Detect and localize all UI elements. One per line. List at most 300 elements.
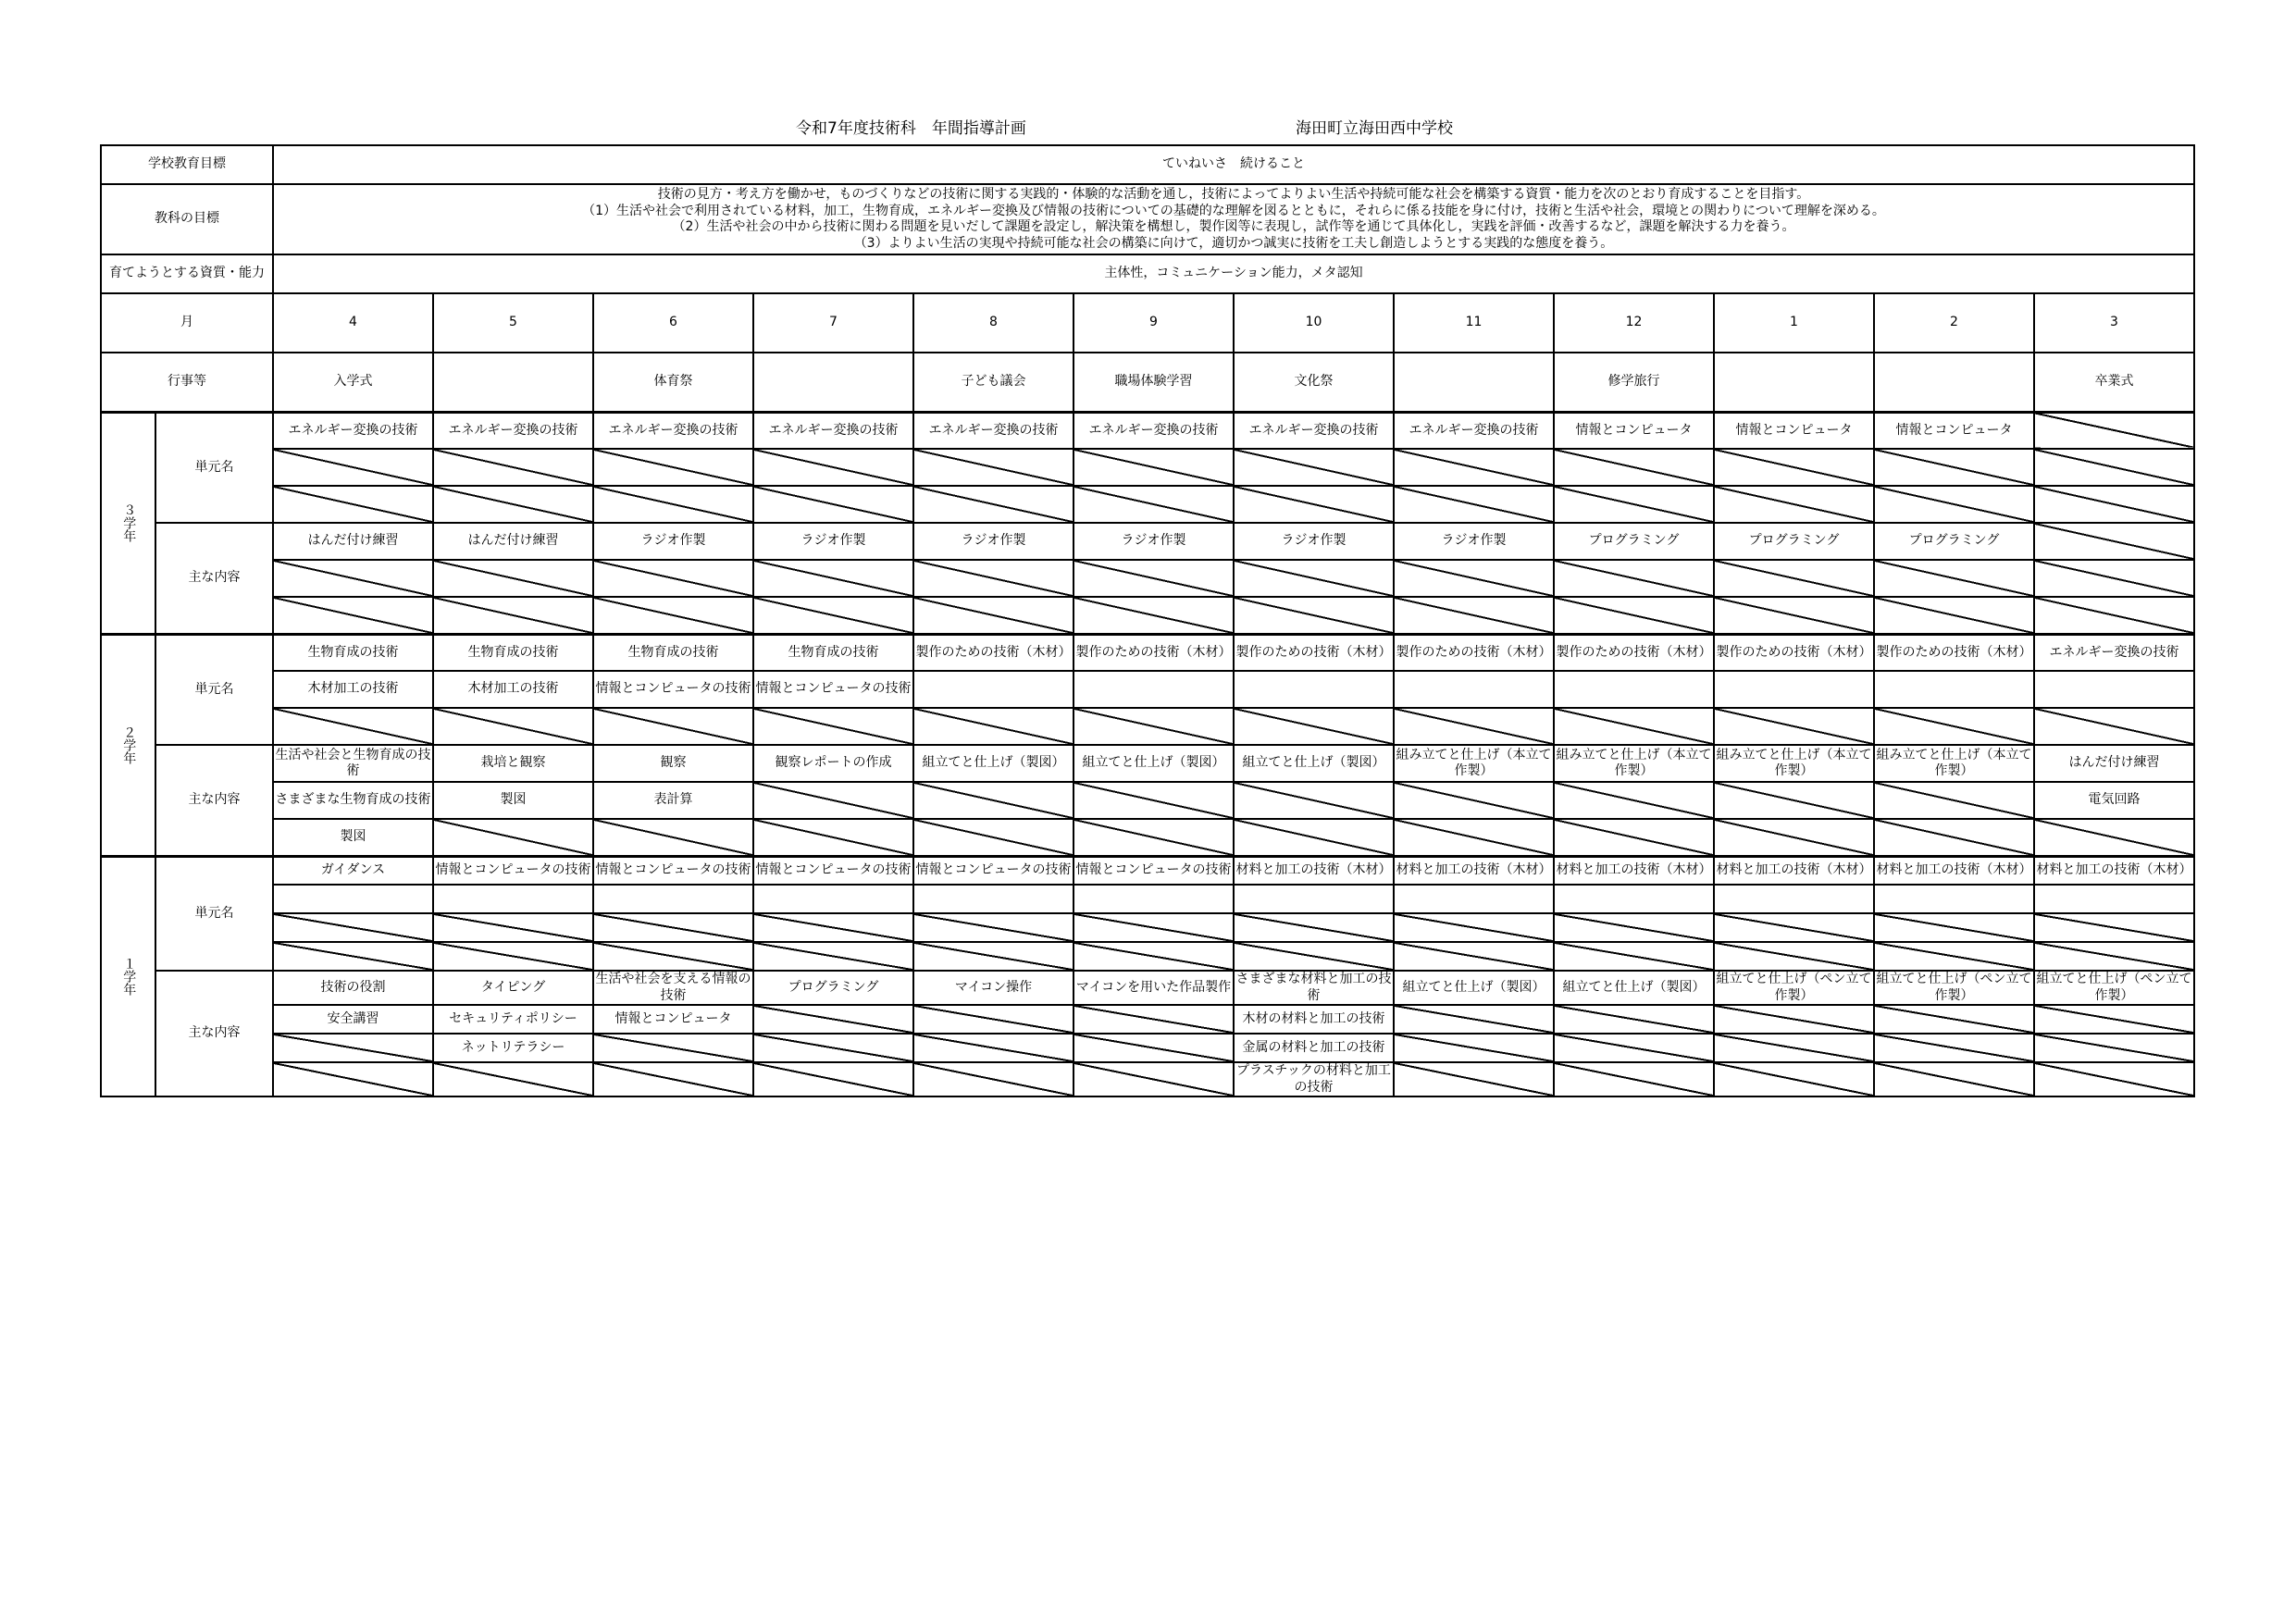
empty-slot-diagonal: [1394, 1034, 1554, 1062]
content-cell: [1394, 671, 1554, 708]
content-cell: 金属の材料と加工の技術: [1234, 1034, 1394, 1062]
empty-slot-diagonal: [273, 486, 433, 523]
content-cell: 組立てと仕上げ（製図）: [913, 745, 1074, 782]
subject-goal-line: 技術の見方・考え方を働かせ，ものづくりなどの技術に関する実践的・体験的な活動を通し，技術によってよりよい生活や持続可能な社会を構築する資質・能力を次のとおり育成することを目指す。: [657, 187, 1810, 202]
empty-slot-diagonal: [1234, 597, 1394, 634]
event-cell: [433, 353, 593, 412]
content-cell: 材料と加工の技術（木材）: [1234, 856, 1394, 885]
grade-label: ３学年: [101, 412, 155, 634]
document-title: 令和7年度技術科 年間指導計画: [796, 119, 1026, 138]
empty-slot-diagonal: [1394, 597, 1554, 634]
plan-row: [101, 449, 2194, 486]
section-label: 単元名: [155, 634, 273, 745]
content-cell: 組立てと仕上げ（製図）: [1394, 971, 1554, 1005]
plan-row: [101, 745, 2194, 782]
month-cell: 3: [2034, 293, 2194, 353]
content-cell: [1554, 671, 1714, 708]
empty-slot-diagonal: [1554, 819, 1714, 856]
empty-slot-diagonal: [1394, 819, 1554, 856]
empty-slot-diagonal: [913, 942, 1074, 971]
plan-row: [101, 1005, 2194, 1034]
empty-slot-diagonal: [2034, 597, 2194, 634]
empty-slot-diagonal: [2034, 560, 2194, 597]
month-row: [101, 293, 2194, 353]
empty-slot-diagonal: [433, 560, 593, 597]
content-cell: [1394, 885, 1554, 913]
empty-slot-diagonal: [753, 942, 913, 971]
empty-slot-diagonal: [273, 913, 433, 942]
month-cell: 2: [1874, 293, 2034, 353]
content-cell: 材料と加工の技術（木材）: [2034, 856, 2194, 885]
competency-text: 主体性，コミュニケーション能力，メタ認知: [273, 254, 2194, 293]
content-cell: 情報とコンピュータ: [593, 1005, 753, 1034]
plan-row: [101, 1062, 2194, 1096]
empty-slot-diagonal: [1234, 913, 1394, 942]
plan-row: [101, 913, 2194, 942]
month-cell: 5: [433, 293, 593, 353]
empty-slot-diagonal: [593, 942, 753, 971]
content-cell: 組立てと仕上げ（ペン立て作製）: [2034, 971, 2194, 1005]
content-cell: 生物育成の技術: [753, 634, 913, 671]
event-cell: 文化祭: [1234, 353, 1394, 412]
content-cell: 製作のための技術（木材）: [1714, 634, 1874, 671]
empty-slot-diagonal: [1074, 1034, 1234, 1062]
empty-slot-diagonal: [753, 1034, 913, 1062]
grade-label: １学年: [101, 856, 155, 1096]
content-cell: ラジオ作製: [753, 523, 913, 560]
empty-slot-diagonal: [753, 708, 913, 745]
content-cell: 組み立てと仕上げ（本立て作製）: [1554, 745, 1714, 782]
empty-slot-diagonal: [1874, 449, 2034, 486]
empty-slot-diagonal: [913, 782, 1074, 819]
empty-slot-diagonal: [1394, 913, 1554, 942]
grade-label: ２学年: [101, 634, 155, 856]
content-cell: 安全講習: [273, 1005, 433, 1034]
month-cell: 11: [1394, 293, 1554, 353]
content-cell: 木材加工の技術: [273, 671, 433, 708]
content-cell: エネルギー変換の技術: [1234, 412, 1394, 449]
empty-slot-diagonal: [593, 560, 753, 597]
empty-slot-diagonal: [2034, 913, 2194, 942]
empty-slot-diagonal: [593, 449, 753, 486]
content-cell: [1234, 671, 1394, 708]
content-cell: 情報とコンピュータの技術: [593, 671, 753, 708]
empty-slot-diagonal: [913, 1034, 1074, 1062]
plan-row: [101, 819, 2194, 856]
empty-slot-diagonal: [593, 819, 753, 856]
plan-row: [101, 782, 2194, 819]
content-cell: 組立てと仕上げ（製図）: [1554, 971, 1714, 1005]
content-cell: [1874, 671, 2034, 708]
empty-slot-diagonal: [753, 560, 913, 597]
empty-slot-diagonal: [1874, 597, 2034, 634]
empty-slot-diagonal: [1074, 942, 1234, 971]
plan-row: [101, 1034, 2194, 1062]
content-cell: 情報とコンピュータの技術: [433, 856, 593, 885]
content-cell: 情報とコンピュータ: [1554, 412, 1714, 449]
empty-slot-diagonal: [273, 942, 433, 971]
content-cell: ラジオ作製: [1234, 523, 1394, 560]
content-cell: エネルギー変換の技術: [593, 412, 753, 449]
event-cell: 子ども議会: [913, 353, 1074, 412]
content-cell: エネルギー変換の技術: [1074, 412, 1234, 449]
content-cell: 製作のための技術（木材）: [1234, 634, 1394, 671]
empty-slot-diagonal: [1074, 486, 1234, 523]
empty-slot-diagonal: [2034, 708, 2194, 745]
event-cell: 職場体験学習: [1074, 353, 1234, 412]
content-cell: 製作のための技術（木材）: [1554, 634, 1714, 671]
empty-slot-diagonal: [913, 597, 1074, 634]
content-cell: 組立てと仕上げ（ペン立て作製）: [1874, 971, 2034, 1005]
empty-slot-diagonal: [913, 819, 1074, 856]
content-cell: 製図: [273, 819, 433, 856]
empty-slot-diagonal: [433, 486, 593, 523]
event-cell: 卒業式: [2034, 353, 2194, 412]
content-cell: 材料と加工の技術（木材）: [1394, 856, 1554, 885]
content-cell: 栽培と観察: [433, 745, 593, 782]
empty-slot-diagonal: [273, 560, 433, 597]
content-cell: 生物育成の技術: [273, 634, 433, 671]
plan-row: [101, 412, 2194, 449]
section-label: 主な内容: [155, 745, 273, 856]
empty-slot-diagonal: [1394, 942, 1554, 971]
content-cell: さまざまな生物育成の技術: [273, 782, 433, 819]
event-row: [101, 353, 2194, 412]
content-cell: ラジオ作製: [1394, 523, 1554, 560]
empty-slot-diagonal: [433, 913, 593, 942]
content-cell: 製図: [433, 782, 593, 819]
event-cell: [1874, 353, 2034, 412]
empty-slot-diagonal: [2034, 1034, 2194, 1062]
empty-slot-diagonal: [1554, 1005, 1714, 1034]
month-cell: 4: [273, 293, 433, 353]
content-cell: [913, 671, 1074, 708]
subject-goal-line: （3）よりよい生活の実現や持続可能な社会の構築に向けて，適切かつ誠実に技術を工夫し創造しようとする実践的な態度を養う。: [853, 235, 1614, 251]
content-cell: 材料と加工の技術（木材）: [1714, 856, 1874, 885]
empty-slot-diagonal: [753, 819, 913, 856]
empty-slot-diagonal: [913, 708, 1074, 745]
content-cell: プラスチックの材料と加工の技術: [1234, 1062, 1394, 1096]
competency-row: [101, 254, 2194, 293]
empty-slot-diagonal: [1554, 486, 1714, 523]
section-label: 主な内容: [155, 523, 273, 634]
content-cell: [1074, 671, 1234, 708]
empty-slot-diagonal: [1074, 597, 1234, 634]
empty-slot-diagonal: [1074, 449, 1234, 486]
content-cell: ラジオ作製: [1074, 523, 1234, 560]
content-cell: 生物育成の技術: [593, 634, 753, 671]
content-cell: マイコン操作: [913, 971, 1074, 1005]
empty-slot-diagonal: [433, 597, 593, 634]
content-cell: 製作のための技術（木材）: [1394, 634, 1554, 671]
empty-slot-diagonal: [1714, 1062, 1874, 1096]
content-cell: [1234, 885, 1394, 913]
empty-slot-diagonal: [1234, 942, 1394, 971]
empty-slot-diagonal: [1394, 1062, 1554, 1096]
empty-slot-diagonal: [2034, 449, 2194, 486]
content-cell: [1074, 885, 1234, 913]
empty-slot-diagonal: [433, 1062, 593, 1096]
section-label: 単元名: [155, 856, 273, 971]
empty-slot-diagonal: [1714, 597, 1874, 634]
content-cell: さまざまな材料と加工の技術: [1234, 971, 1394, 1005]
content-cell: ネットリテラシー: [433, 1034, 593, 1062]
content-cell: ガイダンス: [273, 856, 433, 885]
content-cell: [1714, 671, 1874, 708]
plan-row: [101, 671, 2194, 708]
empty-slot-diagonal: [1234, 449, 1394, 486]
subject-goal-line: （2）生活や社会の中から技術に関わる問題を見いだして課題を設定し，解決策を構想し，製作図等に表現し，試作等を通じて具体化し，実践を評価・改善するなど，課題を解決する力を養う。: [672, 219, 1795, 234]
content-cell: 情報とコンピュータの技術: [753, 856, 913, 885]
subject-goal-line: （1）生活や社会で利用されている材料，加工，生物育成，エネルギー変換及び情報の技術についての基礎的な理解を図るとともに，それらに係る技能を身に付け，技術と生活や社会，環境との関わりについて理解を深める。: [582, 203, 1885, 218]
content-cell: はんだ付け練習: [273, 523, 433, 560]
content-cell: [433, 885, 593, 913]
content-cell: 表計算: [593, 782, 753, 819]
empty-slot-diagonal: [1394, 486, 1554, 523]
empty-slot-diagonal: [1554, 1034, 1714, 1062]
section-label: 主な内容: [155, 971, 273, 1096]
content-cell: [593, 885, 753, 913]
month-cell: 12: [1554, 293, 1714, 353]
month-cell: 1: [1714, 293, 1874, 353]
month-label: 月: [101, 293, 273, 353]
empty-slot-diagonal: [1554, 708, 1714, 745]
empty-slot-diagonal: [593, 1062, 753, 1096]
empty-slot-diagonal: [2034, 1062, 2194, 1096]
month-cell: 8: [913, 293, 1074, 353]
empty-slot-diagonal: [593, 597, 753, 634]
content-cell: 木材加工の技術: [433, 671, 593, 708]
content-cell: エネルギー変換の技術: [433, 412, 593, 449]
empty-slot-diagonal: [913, 1005, 1074, 1034]
empty-slot-diagonal: [913, 560, 1074, 597]
content-cell: 製作のための技術（木材）: [913, 634, 1074, 671]
content-cell: セキュリティポリシー: [433, 1005, 593, 1034]
empty-slot-diagonal: [593, 486, 753, 523]
plan-row: [101, 856, 2194, 885]
content-cell: 木材の材料と加工の技術: [1234, 1005, 1394, 1034]
plan-row: [101, 634, 2194, 671]
content-cell: 技術の役割: [273, 971, 433, 1005]
event-cell: 修学旅行: [1554, 353, 1714, 412]
empty-slot-diagonal: [1874, 708, 2034, 745]
content-cell: エネルギー変換の技術: [753, 412, 913, 449]
competency-label: 育てようとする資質・能力: [101, 254, 273, 293]
plan-row: [101, 523, 2194, 560]
content-cell: 電気回路: [2034, 782, 2194, 819]
empty-slot-diagonal: [1554, 1062, 1714, 1096]
empty-slot-diagonal: [1874, 560, 2034, 597]
empty-slot-diagonal: [2034, 819, 2194, 856]
content-cell: 材料と加工の技術（木材）: [1554, 856, 1714, 885]
content-cell: 組み立てと仕上げ（本立て作製）: [1394, 745, 1554, 782]
empty-slot-diagonal: [1714, 819, 1874, 856]
empty-slot-diagonal: [1714, 913, 1874, 942]
event-label: 行事等: [101, 353, 273, 412]
plan-row: [101, 486, 2194, 523]
plan-row: [101, 971, 2194, 1005]
content-cell: マイコンを用いた作品製作: [1074, 971, 1234, 1005]
event-cell: 入学式: [273, 353, 433, 412]
content-cell: 情報とコンピュータの技術: [753, 671, 913, 708]
empty-slot-diagonal: [1554, 597, 1714, 634]
content-cell: ラジオ作製: [913, 523, 1074, 560]
empty-slot-diagonal: [753, 486, 913, 523]
empty-slot-diagonal: [1074, 560, 1234, 597]
content-cell: プログラミング: [1874, 523, 2034, 560]
empty-slot-diagonal: [433, 449, 593, 486]
empty-slot-diagonal: [1554, 942, 1714, 971]
empty-slot-diagonal: [273, 708, 433, 745]
empty-slot-diagonal: [1074, 782, 1234, 819]
section-label: 単元名: [155, 412, 273, 523]
empty-slot-diagonal: [1234, 708, 1394, 745]
content-cell: 観察レポートの作成: [753, 745, 913, 782]
event-cell: [753, 353, 913, 412]
content-cell: 情報とコンピュータの技術: [913, 856, 1074, 885]
empty-slot-diagonal: [2034, 523, 2194, 560]
empty-slot-diagonal: [593, 1034, 753, 1062]
empty-slot-diagonal: [1394, 1005, 1554, 1034]
empty-slot-diagonal: [913, 486, 1074, 523]
event-cell: 体育祭: [593, 353, 753, 412]
plan-row: [101, 560, 2194, 597]
empty-slot-diagonal: [1554, 449, 1714, 486]
empty-slot-diagonal: [1074, 1005, 1234, 1034]
empty-slot-diagonal: [1874, 782, 2034, 819]
empty-slot-diagonal: [1874, 1062, 2034, 1096]
empty-slot-diagonal: [1554, 782, 1714, 819]
school-goal-row: [101, 145, 2194, 184]
content-cell: 情報とコンピュータの技術: [593, 856, 753, 885]
content-cell: [1554, 885, 1714, 913]
empty-slot-diagonal: [2034, 1005, 2194, 1034]
empty-slot-diagonal: [273, 1034, 433, 1062]
empty-slot-diagonal: [1874, 913, 2034, 942]
empty-slot-diagonal: [1234, 486, 1394, 523]
month-cell: 10: [1234, 293, 1394, 353]
empty-slot-diagonal: [273, 1062, 433, 1096]
content-cell: エネルギー変換の技術: [2034, 634, 2194, 671]
empty-slot-diagonal: [1874, 942, 2034, 971]
plan-row: [101, 942, 2194, 971]
content-cell: [753, 885, 913, 913]
content-cell: 情報とコンピュータ: [1714, 412, 1874, 449]
empty-slot-diagonal: [2034, 942, 2194, 971]
empty-slot-diagonal: [753, 913, 913, 942]
empty-slot-diagonal: [1554, 560, 1714, 597]
empty-slot-diagonal: [1234, 560, 1394, 597]
subject-goal-row: [101, 184, 2194, 254]
content-cell: プログラミング: [1714, 523, 1874, 560]
empty-slot-diagonal: [1714, 1034, 1874, 1062]
plan-row: [101, 597, 2194, 634]
content-cell: 材料と加工の技術（木材）: [1874, 856, 2034, 885]
content-cell: 生活や社会と生物育成の技術: [273, 745, 433, 782]
empty-slot-diagonal: [1874, 1005, 2034, 1034]
empty-slot-diagonal: [1714, 486, 1874, 523]
empty-slot-diagonal: [753, 782, 913, 819]
content-cell: ラジオ作製: [593, 523, 753, 560]
content-cell: エネルギー変換の技術: [1394, 412, 1554, 449]
empty-slot-diagonal: [1554, 913, 1714, 942]
content-cell: 組み立てと仕上げ（本立て作製）: [1714, 745, 1874, 782]
empty-slot-diagonal: [1714, 449, 1874, 486]
empty-slot-diagonal: [593, 913, 753, 942]
empty-slot-diagonal: [1074, 1062, 1234, 1096]
empty-slot-diagonal: [753, 1005, 913, 1034]
empty-slot-diagonal: [1714, 708, 1874, 745]
event-cell: [1714, 353, 1874, 412]
empty-slot-diagonal: [1714, 560, 1874, 597]
school-goal-label: 学校教育目標: [101, 145, 273, 184]
subject-goal-text: [273, 184, 2194, 254]
empty-slot-diagonal: [1714, 782, 1874, 819]
empty-slot-diagonal: [913, 913, 1074, 942]
school-goal-text: ていねいさ 続けること: [273, 145, 2194, 184]
empty-slot-diagonal: [1074, 819, 1234, 856]
content-cell: エネルギー変換の技術: [273, 412, 433, 449]
plan-row: [101, 708, 2194, 745]
content-cell: プログラミング: [1554, 523, 1714, 560]
empty-slot-diagonal: [433, 942, 593, 971]
subject-goal-label: 教科の目標: [101, 184, 273, 254]
empty-slot-diagonal: [433, 708, 593, 745]
empty-slot-diagonal: [273, 449, 433, 486]
content-cell: 製作のための技術（木材）: [1074, 634, 1234, 671]
school-name: 海田町立海田西中学校: [1296, 119, 1453, 138]
content-cell: 組み立てと仕上げ（本立て作製）: [1874, 745, 2034, 782]
content-cell: 組立てと仕上げ（製図）: [1074, 745, 1234, 782]
empty-slot-diagonal: [1714, 942, 1874, 971]
empty-slot-diagonal: [753, 1062, 913, 1096]
empty-slot-diagonal: [273, 597, 433, 634]
empty-slot-diagonal: [1234, 782, 1394, 819]
content-cell: 情報とコンピュータ: [1874, 412, 2034, 449]
empty-slot-diagonal: [1714, 1005, 1874, 1034]
content-cell: 情報とコンピュータの技術: [1074, 856, 1234, 885]
empty-slot-diagonal: [1874, 819, 2034, 856]
empty-slot-diagonal: [913, 1062, 1074, 1096]
month-cell: 9: [1074, 293, 1234, 353]
content-cell: 組立てと仕上げ（製図）: [1234, 745, 1394, 782]
empty-slot-diagonal: [593, 708, 753, 745]
content-cell: 生活や社会を支える情報の技術: [593, 971, 753, 1005]
content-cell: [1874, 885, 2034, 913]
empty-slot-diagonal: [1394, 708, 1554, 745]
empty-slot-diagonal: [2034, 486, 2194, 523]
empty-slot-diagonal: [913, 449, 1074, 486]
plan-row: [101, 885, 2194, 913]
content-cell: [273, 885, 433, 913]
content-cell: [2034, 885, 2194, 913]
empty-slot-diagonal: [753, 449, 913, 486]
content-cell: [1714, 885, 1874, 913]
empty-slot-diagonal: [1074, 913, 1234, 942]
content-cell: [913, 885, 1074, 913]
content-cell: プログラミング: [753, 971, 913, 1005]
content-cell: 製作のための技術（木材）: [1874, 634, 2034, 671]
month-cell: 6: [593, 293, 753, 353]
content-cell: はんだ付け練習: [2034, 745, 2194, 782]
empty-slot-diagonal: [2034, 412, 2194, 449]
content-cell: エネルギー変換の技術: [913, 412, 1074, 449]
empty-slot-diagonal: [1234, 819, 1394, 856]
empty-slot-diagonal: [1394, 449, 1554, 486]
month-cell: 7: [753, 293, 913, 353]
empty-slot-diagonal: [1074, 708, 1234, 745]
content-cell: 観察: [593, 745, 753, 782]
